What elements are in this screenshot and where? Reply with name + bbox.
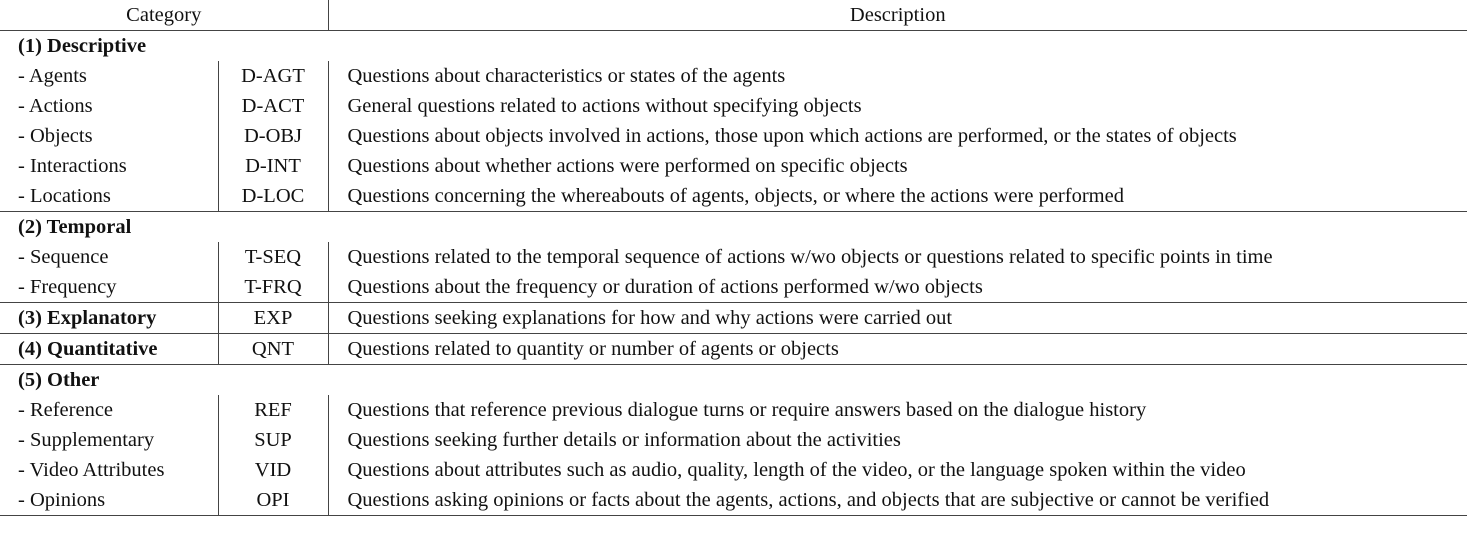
subcategory-name: - Opinions <box>18 489 106 511</box>
table-row <box>0 181 1467 212</box>
header-row <box>0 0 1467 31</box>
category-code: D-ACT <box>218 91 328 121</box>
table-row <box>0 151 1467 181</box>
group-title: (5) Other <box>18 369 100 391</box>
category-description: Questions related to the temporal sequence of actions w/wo objects or questions related to specific points in time <box>347 246 1273 268</box>
group-row <box>0 31 1467 62</box>
category-description: Questions seeking further details or information about the activities <box>347 429 901 451</box>
subcategory-name: - Supplementary <box>18 429 155 451</box>
table-row <box>0 455 1467 485</box>
group-title: (2) Temporal <box>18 216 132 238</box>
category-code: OPI <box>218 485 328 516</box>
category-description: Questions about characteristics or states of the agents <box>347 65 786 87</box>
category-code: QNT <box>218 334 328 365</box>
category-code: EXP <box>218 303 328 334</box>
subcategory-name: - Agents <box>18 65 87 87</box>
group-title: (1) Descriptive <box>18 35 147 57</box>
subcategory-name: - Reference <box>18 399 114 421</box>
subcategory-name: - Video Attributes <box>18 459 165 481</box>
category-code: T-SEQ <box>218 242 328 272</box>
table-row <box>0 61 1467 91</box>
category-code: D-OBJ <box>218 121 328 151</box>
category-description: Questions related to quantity or number of agents or objects <box>347 338 839 360</box>
category-code: REF <box>218 395 328 425</box>
table-row <box>0 272 1467 303</box>
subcategory-name: - Sequence <box>18 246 109 268</box>
group-row <box>0 212 1467 243</box>
group-row <box>0 303 1467 334</box>
header-category: Category <box>0 0 328 31</box>
header-description: Description <box>849 4 946 26</box>
table-row <box>0 91 1467 121</box>
subcategory-name: - Objects <box>18 125 93 147</box>
group-row <box>0 334 1467 365</box>
subcategory-name: - Interactions <box>18 155 127 177</box>
table-row <box>0 395 1467 425</box>
table-row <box>0 121 1467 151</box>
table-row <box>0 242 1467 272</box>
category-description: Questions about attributes such as audio, quality, length of the video, or the language spoken within the video <box>347 459 1246 481</box>
category-code: SUP <box>218 425 328 455</box>
table-row <box>0 425 1467 455</box>
group-title: (3) Explanatory <box>18 307 157 329</box>
category-code: D-INT <box>218 151 328 181</box>
category-code: T-FRQ <box>218 272 328 303</box>
category-description: Questions about whether actions were performed on specific objects <box>347 155 908 177</box>
category-description: Questions about the frequency or duration of actions performed w/wo objects <box>347 276 983 298</box>
category-description: Questions that reference previous dialogue turns or require answers based on the dialogue history <box>347 399 1147 421</box>
subcategory-name: - Frequency <box>18 276 117 298</box>
subcategory-name: - Actions <box>18 95 93 117</box>
subcategory-name: - Locations <box>18 185 111 207</box>
category-description: Questions concerning the whereabouts of agents, objects, or where the actions were performed <box>347 185 1124 207</box>
category-code: D-AGT <box>218 61 328 91</box>
category-code: D-LOC <box>218 181 328 212</box>
category-description: Questions about objects involved in actions, those upon which actions are performed, or the states of objects <box>347 125 1237 147</box>
category-description: Questions asking opinions or facts about the agents, actions, and objects that are subjective or cannot be verified <box>347 489 1270 511</box>
group-row <box>0 365 1467 396</box>
category-code: VID <box>218 455 328 485</box>
category-description: Questions seeking explanations for how and why actions were carried out <box>347 307 953 329</box>
table-row <box>0 485 1467 516</box>
category-description: General questions related to actions without specifying objects <box>347 95 862 117</box>
group-title: (4) Quantitative <box>18 338 158 360</box>
